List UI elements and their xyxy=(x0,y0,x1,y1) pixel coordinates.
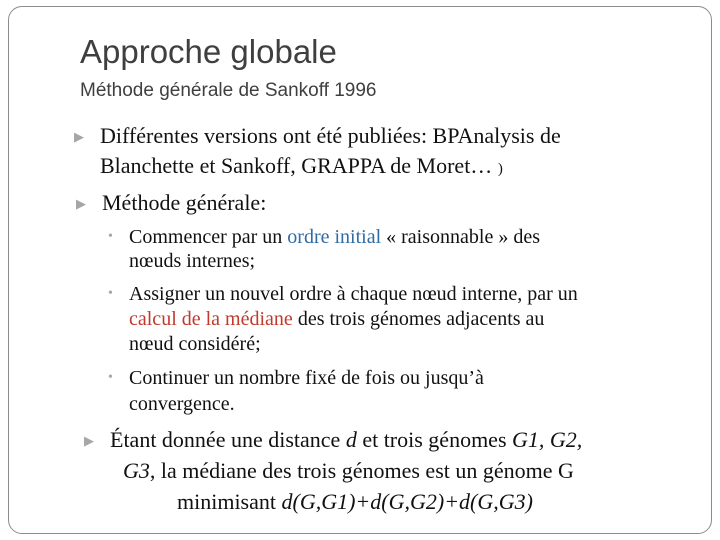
bullet-arrow-icon: ▶ xyxy=(84,433,94,448)
sub-bullet-3-line-2: convergence. xyxy=(129,393,235,415)
sub-bullet-2-line-1: Assigner un nouvel ordre à chaque nœud interne, par un xyxy=(129,283,578,305)
slide-title: Approche globale xyxy=(80,33,337,70)
bullet-arrow-icon: ▶ xyxy=(74,129,84,144)
bullet-2: ▶ Méthode générale: xyxy=(102,188,266,219)
median-formula: d(G,G1)+d(G,G2)+d(G,G3) xyxy=(281,489,533,514)
sub-bullet-dot-icon: • xyxy=(108,370,113,385)
highlight-initial-order: ordre initial xyxy=(287,226,382,248)
sub-bullet-dot-icon: • xyxy=(108,229,113,244)
sub-bullet-1-line-2: nœuds internes; xyxy=(129,250,256,272)
highlight-median-calc: calcul de la médiane xyxy=(129,308,293,330)
sub-bullet-2-line-3: nœud considéré; xyxy=(129,333,261,355)
sub-bullet-2-line-2: calcul de la médiane des trois génomes adjacents au xyxy=(129,308,545,330)
sub-bullet-3-line-1: Continuer un nombre fixé de fois ou jusqu’à xyxy=(129,367,484,389)
slide-subtitle: Méthode générale de Sankoff 1996 xyxy=(80,80,377,101)
bullet-1-line-1: ▶ Différentes versions ont été publiées: BPAnalysis de xyxy=(100,121,561,152)
sub-bullet-1-line-1: Commencer par un ordre initial « raisonnable » des xyxy=(129,226,540,248)
bullet-3-line-1: ▶ Étant donnée une distance d et trois génomes G1, G2, xyxy=(110,425,582,456)
bullet-arrow-icon: ▶ xyxy=(76,196,86,211)
sub-bullet-dot-icon: • xyxy=(108,286,113,301)
bullet-3-line-2: G3, la médiane des trois génomes est un génome G xyxy=(123,458,574,483)
bullet-1-line-2: Blanchette et Sankoff, GRAPPA de Moret… ) xyxy=(100,153,503,178)
bullet-3-line-3: minimisant d(G,G1)+d(G,G2)+d(G,G3) xyxy=(177,489,533,514)
